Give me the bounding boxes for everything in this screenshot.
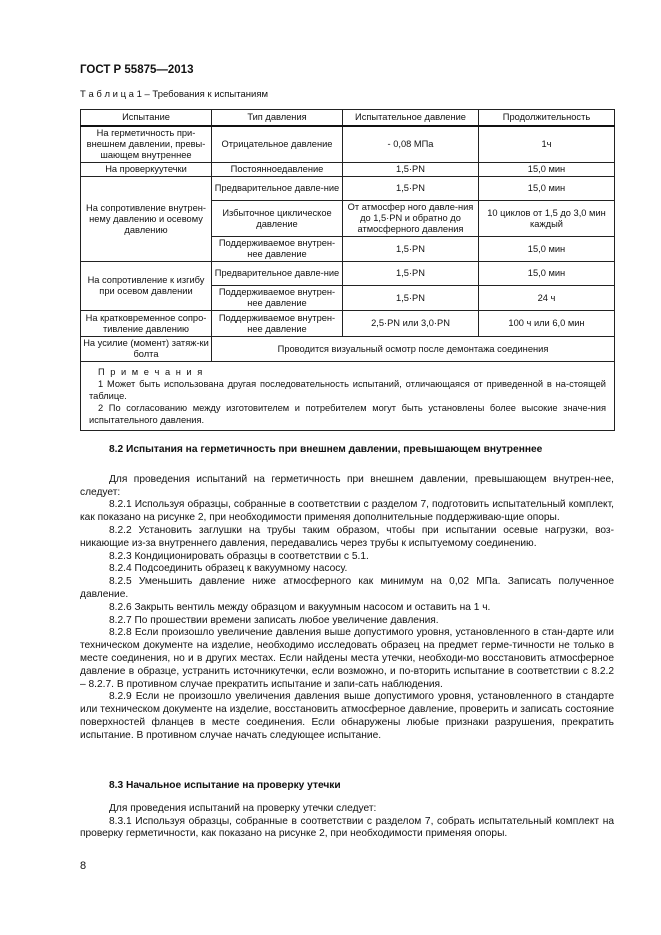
- test-pressure-cell: 1,5·PN: [343, 262, 479, 286]
- merged-cell: Проводится визуальный осмотр после демонтажа соединения: [212, 337, 615, 362]
- pressure-type-cell: Постоянноедавление: [212, 163, 343, 177]
- pressure-type-cell: Поддерживаемое внутрен-нее давление: [212, 286, 343, 311]
- test-cell: На усилие (момент) затяж-ки болта: [81, 337, 212, 362]
- pressure-type-cell: Предварительное давле-ние: [212, 177, 343, 201]
- test-cell: На кратковременное сопро-тивление давлению: [81, 311, 212, 337]
- section-heading: 8.2 Испытания на герметичность при внешнем давлении, превышающем внутреннее: [109, 444, 543, 455]
- test-pressure-cell: 1,5·PN: [343, 286, 479, 311]
- notes-row: [81, 362, 615, 431]
- test-cell: На сопротивление внутрен-нему давлению и осевому давлению: [81, 177, 212, 262]
- duration-cell: 10 циклов от 1,5 до 3,0 мин каждый: [479, 201, 615, 237]
- column-header: Испытательное давление: [343, 110, 479, 127]
- paragraph: 8.2.6 Закрыть вентиль между образцом и вакуумным насосом и оставить на 1 ч.: [109, 601, 491, 613]
- column-header: Продолжительность: [479, 110, 615, 127]
- pressure-type-cell: Поддерживаемое внутрен-нее давление: [212, 311, 343, 337]
- section-8-3: [80, 780, 614, 841]
- duration-cell: 100 ч или 6,0 мин: [479, 311, 615, 337]
- notes-title: П р и м е ч а н и я: [98, 367, 204, 377]
- test-pressure-cell: - 0,08 МПа: [343, 126, 479, 163]
- note-1: 1 Может быть использована другая последовательность испытаний, отличающаяся от приведенной в на-стоящей таблице.: [89, 379, 606, 401]
- duration-cell: 15,0 мин: [479, 163, 615, 177]
- paragraph: 8.3.1 Используя образцы, собранные в соответствии с разделом 7, собрать испытательный комплект на проверку герметичности, как показано на рисунке 2, при необходимости применяя опоры.: [80, 815, 614, 840]
- table-notes: [81, 362, 615, 431]
- table-row: [81, 337, 615, 362]
- page-number: 8: [80, 860, 87, 872]
- test-cell: На сопротивление к изгибу при осевом давлении: [81, 262, 212, 311]
- requirements-table: [80, 109, 615, 431]
- test-pressure-cell: 1,5·PN: [343, 163, 479, 177]
- table-row: [81, 177, 615, 201]
- test-pressure-cell: 2,5·PN или 3,0·PN: [343, 311, 479, 337]
- duration-cell: 24 ч: [479, 286, 615, 311]
- pressure-type-cell: Избыточное циклическое давление: [212, 201, 343, 237]
- paragraph: 8.2.5 Уменьшить давление ниже атмосферного как минимум на 0,02 МПа. Записать полученное давление.: [80, 576, 614, 600]
- paragraph: 8.2.8 Если произошло увеличение давления выше допустимого уровня, установленного в стан-дарте или техническом документе на изделие, необходимо исследовать образец на предмет герме-тичности не только в месте соединения, но и в других местах. Если найдены места утечки, необходи-мо восстановить атмосферное давление в образце, устранить источникутечки, если возможно, и по-вторить испытание в соответствии с 8.2.2 – 8.2.7. В противном случае прекратить испытание и запи-сать наблюдения.: [80, 627, 614, 690]
- pressure-type-cell: Поддерживаемое внутрен-нее давление: [212, 237, 343, 262]
- table-caption: Т а б л и ц а 1 – Требования к испытаниям: [80, 89, 269, 100]
- duration-cell: 1ч: [479, 126, 615, 163]
- paragraph: Для проведения испытаний на проверку утечки следует:: [109, 802, 377, 814]
- section-8-2: [80, 444, 614, 743]
- paragraph: 8.2.1 Используя образцы, собранные в соответствии с разделом 7, подготовить испытательный комплект, как показано на рисунке 2, при необходимости применяя дополнительные поддерживаю-щие опоры.: [80, 499, 614, 524]
- test-pressure-cell: 1,5·PN: [343, 177, 479, 201]
- duration-cell: 15,0 мин: [479, 237, 615, 262]
- test-pressure-cell: 1,5·PN: [343, 237, 479, 262]
- paragraph: Для проведения испытаний на герметичность при внешнем давлении, превышающем внутрен-нее, следует:: [80, 473, 614, 498]
- table-row: [81, 262, 615, 286]
- paragraph: 8.2.7 По прошествии времени записать любое увеличение давления.: [109, 614, 439, 626]
- test-cell: На герметичность при-внешнем давлении, превы-шающем внутреннее: [81, 126, 212, 163]
- paragraph: 8.2.4 Подсоединить образец к вакуумному насосу.: [109, 563, 348, 575]
- duration-cell: 15,0 мин: [479, 262, 615, 286]
- paragraph: 8.2.3 Кондиционировать образцы в соответствии с 5.1.: [109, 550, 369, 562]
- paragraph: 8.2.2 Установить заглушки на трубы таким образом, чтобы при испытании осевые нагрузки, воз-никающие из-за внутреннего давления, передавались через трубы к испытуемому соединению.: [80, 524, 614, 549]
- note-2: 2 По согласованию между изготовителем и потребителем могут быть установлены более высокие значе-ния испытательного давления.: [89, 403, 606, 425]
- table-header-row: [81, 110, 615, 127]
- test-pressure-cell: От атмосфер ного давле-ния до 1,5·PN и обратно до атмосферного давления: [343, 201, 479, 237]
- section-heading: 8.3 Начальное испытание на проверку утечки: [109, 780, 341, 791]
- table-row: [81, 311, 615, 337]
- table-row: [81, 126, 615, 163]
- duration-cell: 15,0 мин: [479, 177, 615, 201]
- paragraph: 8.2.9 Если не произошло увеличения давления выше допустимого уровня, установленного в стандарте или техническом документе на изделие, восстановить атмосферное давление, проверить и записать состояние поверхностей фланцев в месте соединения. Если обнаружены любые признаки разрушения, прекратить испытание. В противном случае начать следующее испытание.: [80, 691, 614, 741]
- pressure-type-cell: Предварительное давле-ние: [212, 262, 343, 286]
- table-row: [81, 163, 615, 177]
- pressure-type-cell: Отрицательное давление: [212, 126, 343, 163]
- test-cell: На проверкуутечки: [81, 163, 212, 177]
- standard-header: ГОСТ Р 55875—2013: [80, 64, 194, 76]
- column-header: Испытание: [81, 110, 212, 127]
- column-header: Тип давления: [212, 110, 343, 127]
